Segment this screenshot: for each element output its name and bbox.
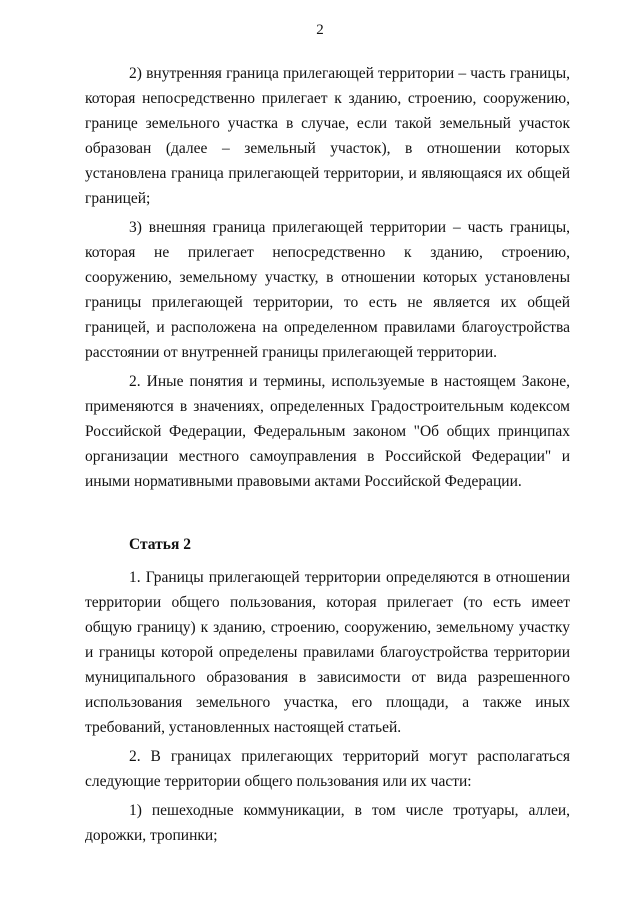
paragraph-pedestrian-communications: 1) пешеходные коммуникации, в том числе тротуары, аллеи, дорожки, тропинки; [85, 802, 570, 844]
page-number: 2 [316, 22, 324, 38]
paragraph-outer-border: 3) внешняя граница прилегающей территории – часть границы, которая не прилегает непосредственно к зданию, строению, сооружению, земельному участку, в отношении которых установлены границы прилегающей территории, то есть не является их общей границей, и расположена на определенном правилами благоустройства расстоянии от внутренней границы прилегающей территории. [85, 219, 570, 361]
paragraph-borders-defined: 1. Границы прилегающей территории определяются в отношении территории общего пользования, которая прилегает (то есть имеет общую границу) к зданию, строению, сооружению, земельному участку и границы которой определены правилами благоустройства территории муниципального образования в зависимости от вида разрешенного использования земельного участка, его площади, а также иных требований, установленных настоящей статьей. [85, 569, 570, 736]
document-body [85, 61, 570, 852]
paragraph-other-terms: 2. Иные понятия и термины, используемые в настоящем Законе, применяются в значениях, определенных Градостроительным кодексом Российской Федерации, Федеральным законом "Об общих принципах организации местного самоуправления в Российской Федерации" и иными нормативными правовыми актами Российской Федерации. [85, 373, 570, 490]
paragraph-inner-border: 2) внутренняя граница прилегающей территории – часть границы, которая непосредственно прилегает к зданию, строению, сооружению, границе земельного участка в случае, если такой земельный участок образован (далее – земельный участок), в отношении которых установлена граница прилегающей территории, и являющаяся их общей границей; [85, 65, 570, 207]
paragraph-territories-list-intro: 2. В границах прилегающих территорий могут располагаться следующие территории общего пользования или их части: [85, 748, 570, 790]
article-heading: Статья 2 [129, 536, 191, 553]
